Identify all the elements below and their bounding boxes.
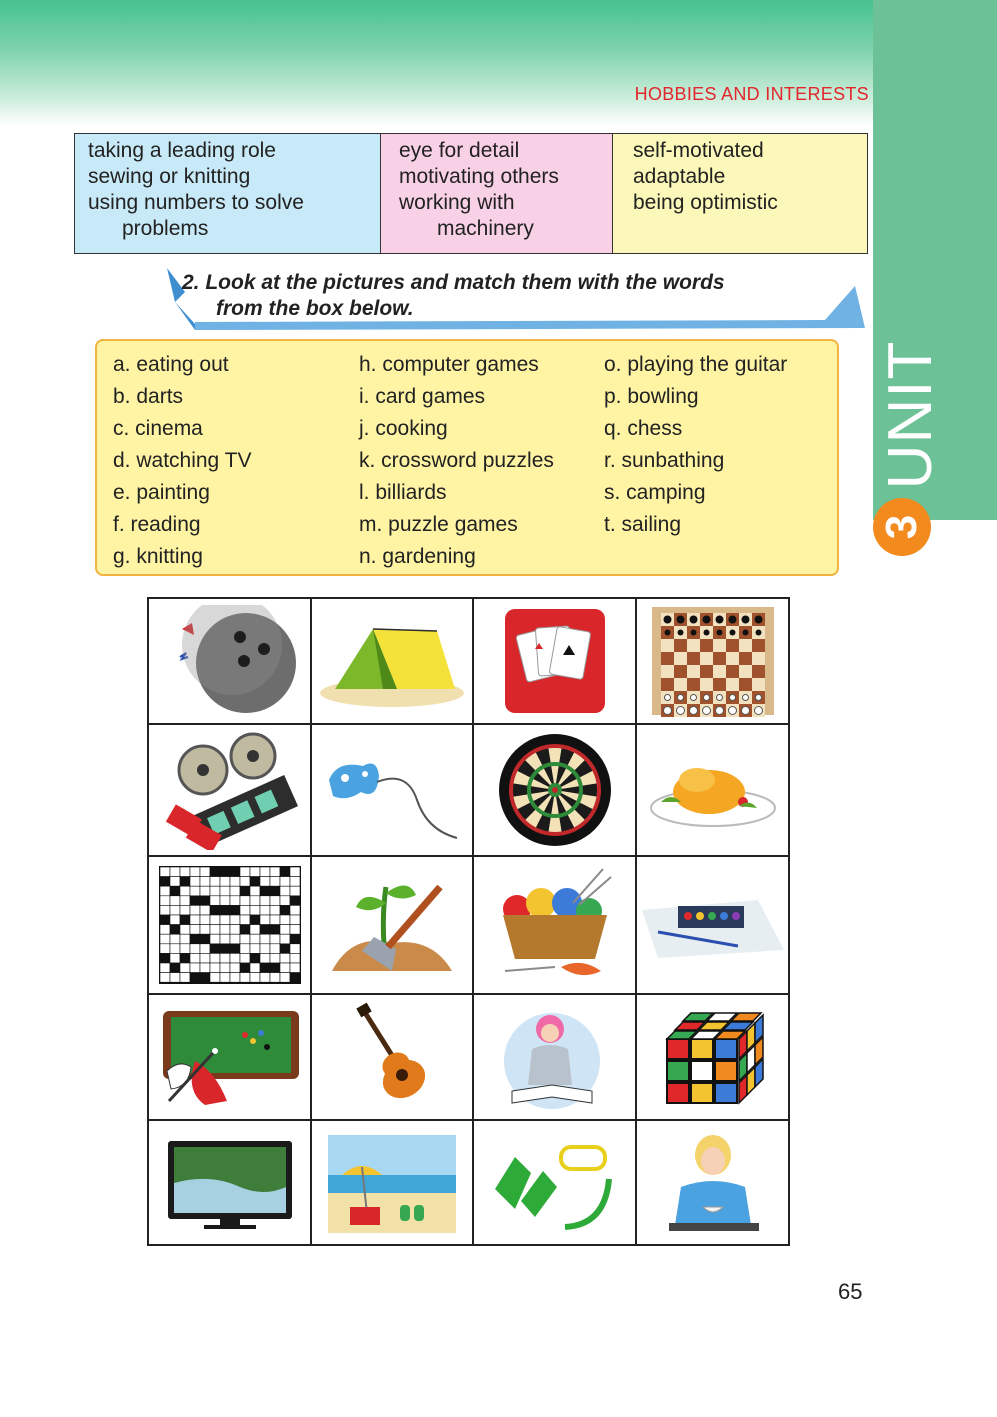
picture-cell <box>149 599 312 725</box>
eating-woman-icon <box>643 1127 783 1239</box>
word-item: g. knitting <box>113 545 203 568</box>
billiards-table-icon <box>155 1001 305 1113</box>
word-item: r. sunbathing <box>604 449 725 472</box>
word-item: j. cooking <box>359 417 448 440</box>
skill-item: self-motivated <box>633 139 764 162</box>
dartboard-icon <box>495 730 615 850</box>
picture-cell <box>637 599 788 725</box>
word-item: b. darts <box>113 385 184 408</box>
skills-table <box>74 133 868 254</box>
unit-label: UNIT <box>875 340 945 490</box>
word-column-2 <box>359 349 554 573</box>
picture-cell <box>149 857 312 995</box>
rubiks-cube-icon <box>653 1001 773 1113</box>
roast-chicken-icon <box>643 740 783 840</box>
picture-grid <box>147 597 790 1246</box>
word-item: l. billiards <box>359 481 447 504</box>
word-column-3 <box>604 349 787 541</box>
word-item: f. reading <box>113 513 201 536</box>
word-item: s. camping <box>604 481 706 504</box>
crossword-grid-icon <box>156 863 304 987</box>
guitar-icon <box>332 1001 452 1113</box>
unit-number: 3 <box>876 514 926 540</box>
picture-cell <box>637 1121 788 1244</box>
skills-column-3 <box>613 134 867 253</box>
picture-cell <box>637 857 788 995</box>
picture-cell <box>149 725 312 857</box>
snorkel-fins-icon <box>485 1127 625 1239</box>
picture-cell <box>312 995 474 1121</box>
picture-cell <box>149 1121 312 1244</box>
word-item: q. chess <box>604 417 683 440</box>
skill-item: problems <box>122 217 209 240</box>
skill-item: adaptable <box>633 165 726 188</box>
skills-column-2 <box>381 134 613 253</box>
skill-item: eye for detail <box>399 139 520 162</box>
running-head: HOBBIES AND INTERESTS <box>634 84 869 104</box>
picture-cell <box>637 725 788 857</box>
skill-item: motivating others <box>399 165 559 188</box>
word-box <box>95 339 839 576</box>
playing-cards-icon <box>499 605 611 717</box>
skill-item: taking a leading role <box>88 139 276 162</box>
task-line-2: from the box below. <box>216 297 414 320</box>
task-instruction <box>182 270 725 322</box>
picture-cell <box>312 857 474 995</box>
picture-cell <box>474 857 637 995</box>
tv-screen-icon <box>160 1127 300 1239</box>
skill-item: using numbers to solve <box>88 191 304 214</box>
page-number: 65 <box>838 1279 863 1304</box>
unit-number-badge <box>873 498 931 556</box>
picture-cell <box>637 995 788 1121</box>
word-item: k. crossword puzzles <box>359 449 554 472</box>
picture-cell <box>312 599 474 725</box>
word-item: c. cinema <box>113 417 203 440</box>
skill-item: sewing or knitting <box>88 165 251 188</box>
word-item: n. gardening <box>359 545 476 568</box>
skill-item: working with <box>399 191 515 214</box>
bowling-ball-icon <box>160 605 300 717</box>
picture-cell <box>474 1121 637 1244</box>
task-line-1: 2. Look at the pictures and match them with the words <box>182 271 725 294</box>
beach-icon <box>322 1127 462 1239</box>
word-item: p. bowling <box>604 385 699 408</box>
picture-cell <box>149 995 312 1121</box>
skills-column-1 <box>75 134 381 253</box>
picture-cell <box>312 1121 474 1244</box>
skill-item: machinery <box>437 217 534 240</box>
chessboard-icon <box>646 605 780 717</box>
game-controller-icon <box>317 730 467 850</box>
picture-cell <box>474 599 637 725</box>
header-band <box>0 0 873 125</box>
word-item: a. eating out <box>113 353 229 376</box>
gardening-trowel-icon <box>322 863 462 987</box>
skill-item: being optimistic <box>633 191 778 214</box>
picture-cell <box>312 725 474 857</box>
word-item: o. playing the guitar <box>604 353 788 376</box>
word-item: i. card games <box>359 385 486 408</box>
word-item: d. watching TV <box>113 449 252 472</box>
paint-palette-icon <box>638 870 788 980</box>
film-reel-icon <box>155 730 305 850</box>
word-item: m. puzzle games <box>359 513 518 536</box>
knitting-basket-icon <box>485 863 625 987</box>
word-item: e. painting <box>113 481 210 504</box>
word-item: h. computer games <box>359 353 539 376</box>
picture-cell <box>474 725 637 857</box>
tent-icon <box>317 605 467 717</box>
picture-cell <box>474 995 637 1121</box>
word-item: t. sailing <box>604 513 682 536</box>
word-column-1 <box>113 349 252 573</box>
reading-girl-icon <box>490 1001 620 1113</box>
